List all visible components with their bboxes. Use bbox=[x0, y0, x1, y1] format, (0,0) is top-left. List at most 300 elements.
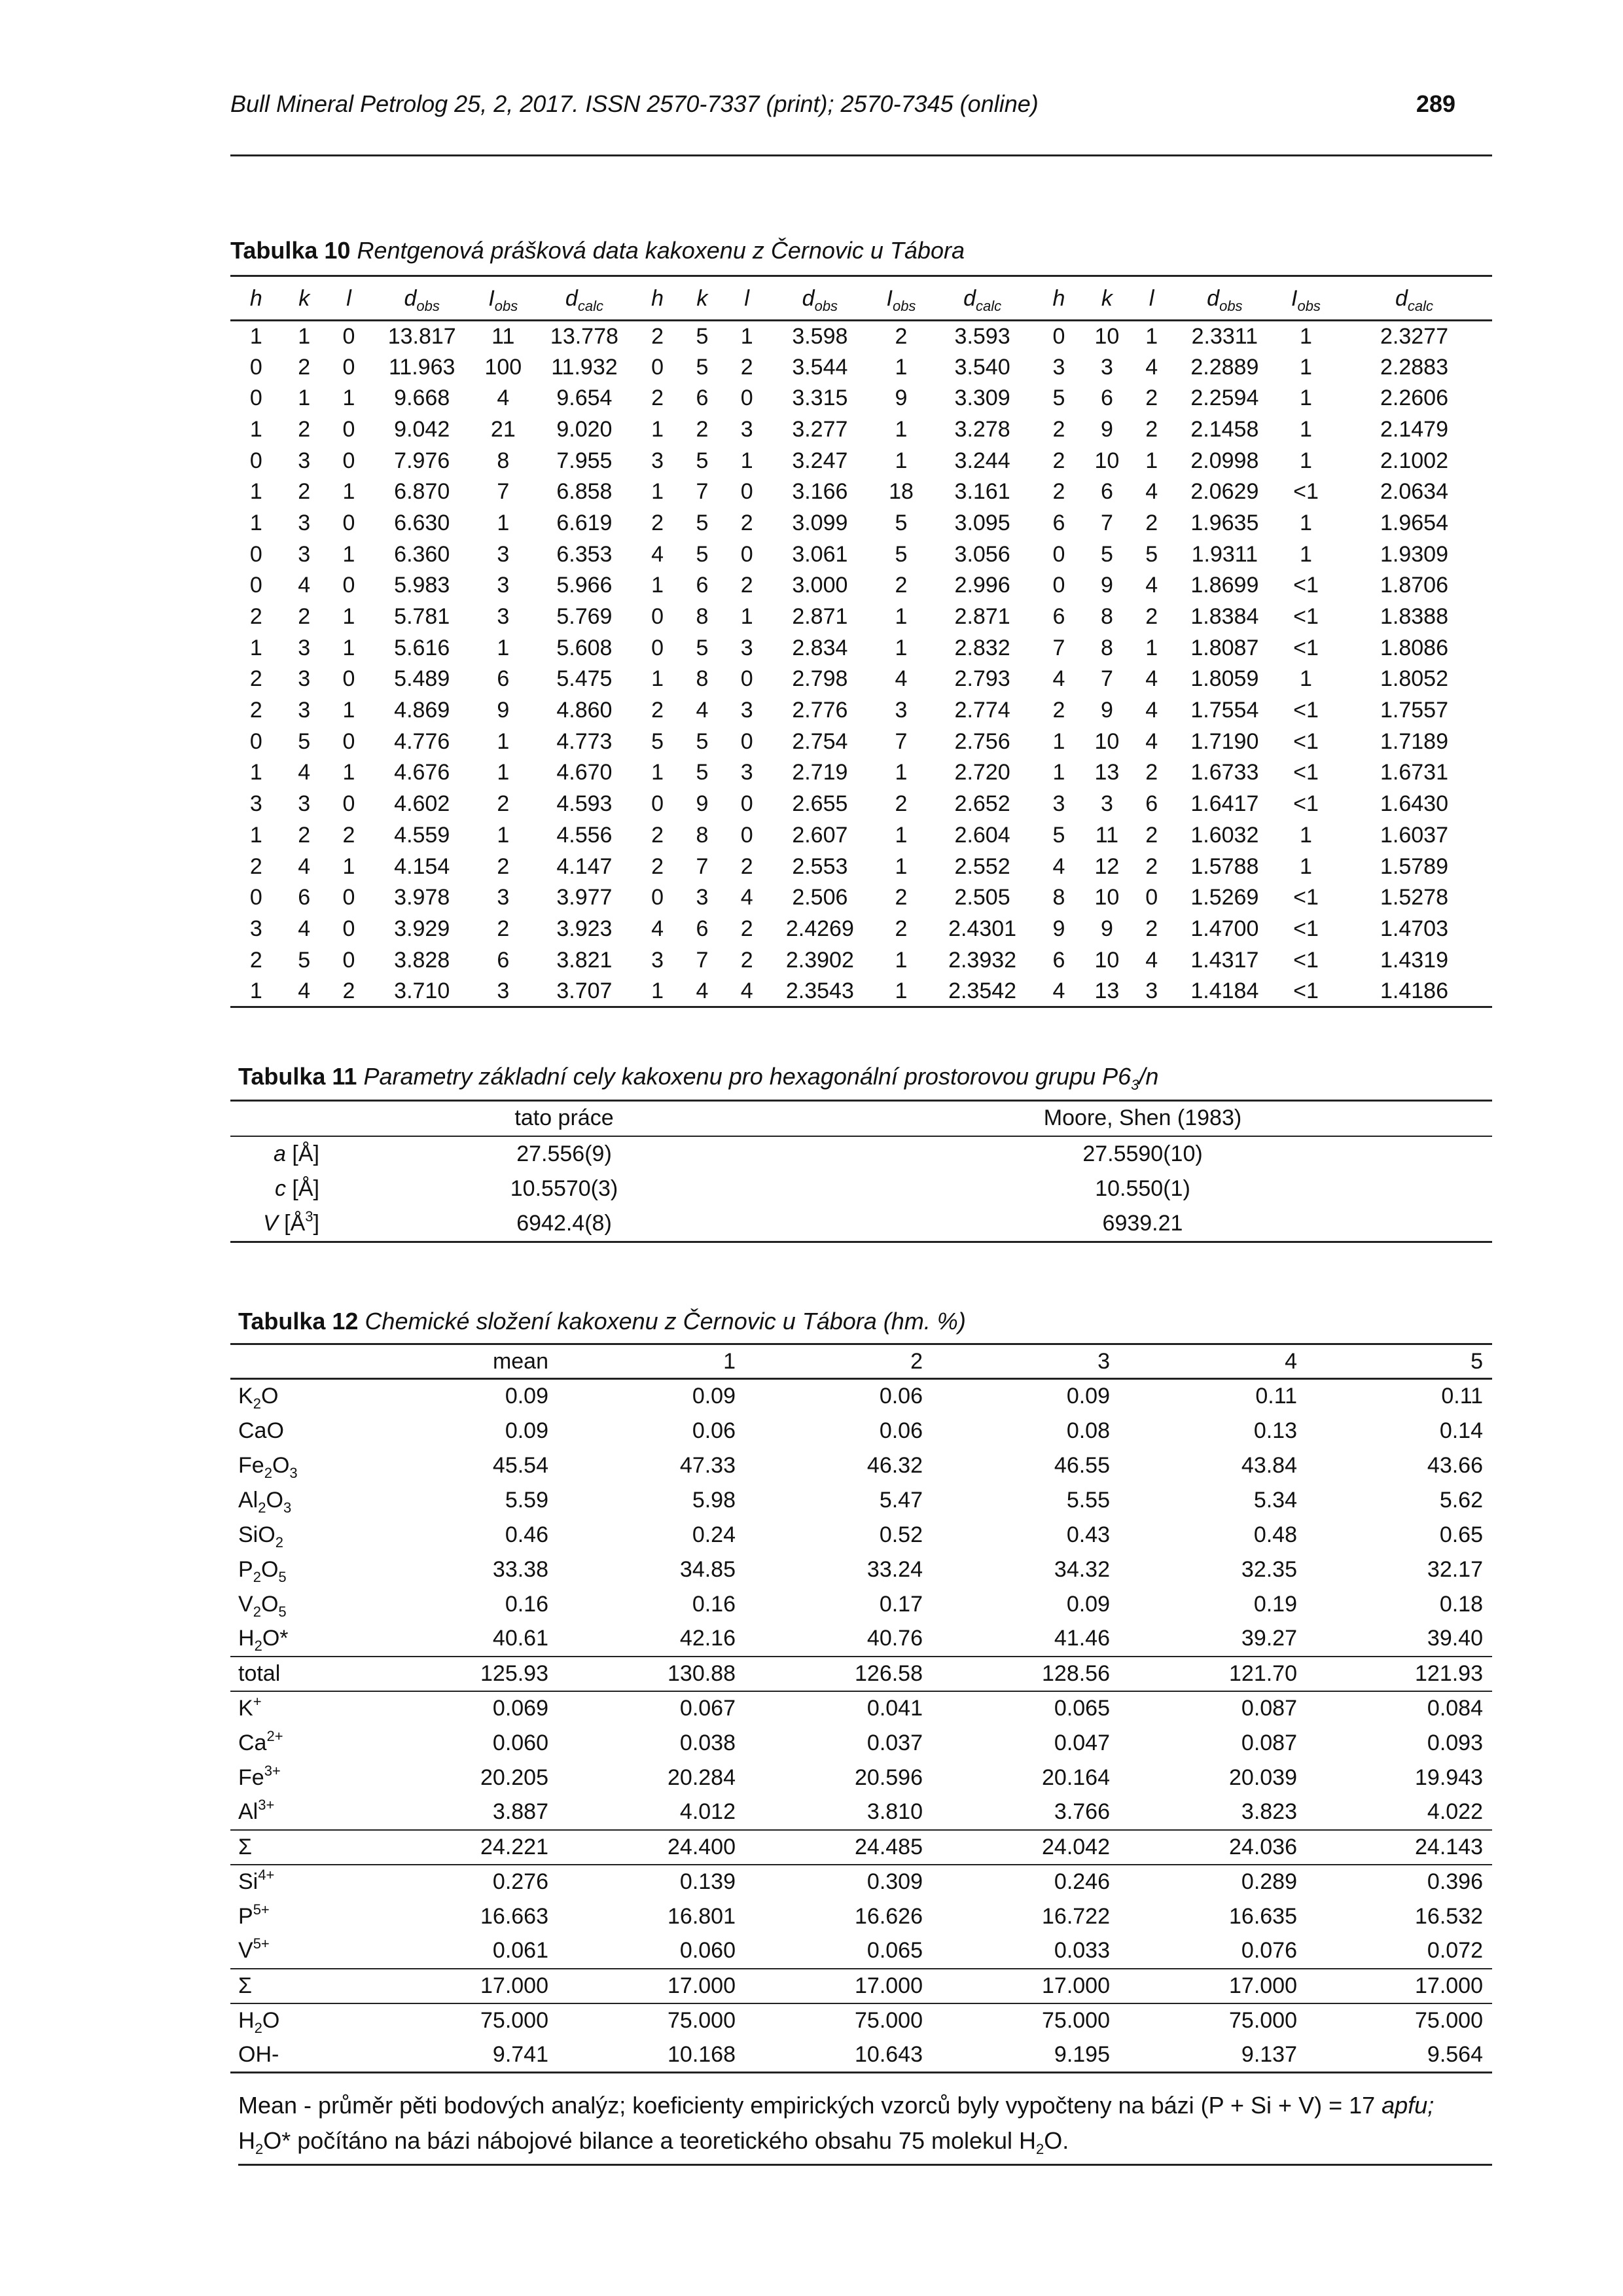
table-cell: 2 bbox=[249, 604, 262, 630]
table-cell: 3 bbox=[1052, 791, 1065, 817]
table-cell: 10.168 bbox=[558, 2038, 745, 2073]
table-row bbox=[230, 2003, 1492, 2038]
table-cell: 0 bbox=[740, 386, 753, 411]
table-cell: 7 bbox=[1100, 666, 1113, 692]
table-cell: 2 bbox=[249, 666, 262, 692]
table-cell: 1 bbox=[298, 386, 311, 411]
row-label: $P_2O_5$ bbox=[238, 1556, 287, 1585]
table-cell: 0.17 bbox=[879, 1591, 923, 1617]
table-cell: 5 bbox=[1052, 822, 1065, 848]
table-cell: 20.164 bbox=[1042, 1765, 1110, 1790]
table-cell: 4 bbox=[651, 916, 664, 941]
table-cell: 0 bbox=[249, 386, 262, 411]
row-label: CaO bbox=[238, 1418, 284, 1443]
table12-header-blank bbox=[230, 1344, 361, 1379]
table-cell: 1 bbox=[895, 822, 908, 848]
table10-col-iobs: $I_{obs}$ bbox=[870, 276, 931, 321]
table-cell: <1 bbox=[1293, 791, 1319, 817]
table-cell: 1.6037 bbox=[1380, 822, 1448, 848]
table-cell: 5.769 bbox=[556, 604, 613, 630]
table-cell: 9 bbox=[1100, 416, 1113, 442]
table-row bbox=[230, 1552, 1492, 1587]
table-cell: 1 bbox=[342, 635, 355, 660]
table-cell: 0.087 bbox=[1241, 1730, 1297, 1755]
table10-col-dcalc: $d_{calc}$ bbox=[1336, 276, 1492, 321]
table-cell: 1.8052 bbox=[1380, 666, 1448, 692]
table-cell: 6 bbox=[696, 573, 709, 598]
table-cell: 1 bbox=[342, 386, 355, 411]
table-cell: 3.544 bbox=[792, 354, 848, 380]
table-cell: 0.24 bbox=[692, 1522, 736, 1547]
table-cell: 0.037 bbox=[866, 1730, 923, 1755]
table-cell: 75.000 bbox=[558, 2003, 745, 2038]
table-cell: 2.793 bbox=[954, 666, 1010, 692]
table-cell: 8 bbox=[696, 822, 709, 848]
table-row bbox=[230, 1622, 1492, 1657]
table-cell: 17.000 bbox=[745, 1969, 932, 2003]
row-label: $Ca^{2+}$ bbox=[238, 1727, 283, 1755]
table-cell: 33.24 bbox=[866, 1556, 923, 1582]
table-cell: 0.087 bbox=[1119, 1691, 1306, 1726]
table-row bbox=[230, 695, 1492, 726]
table-cell: 0.065 bbox=[866, 1938, 923, 1963]
table-cell: 2.3277 bbox=[1380, 323, 1448, 349]
table-cell: 0.09 bbox=[692, 1384, 736, 1409]
table-cell: 3 bbox=[497, 885, 510, 910]
table-cell: 2.505 bbox=[954, 885, 1010, 910]
table-cell: 6.353 bbox=[556, 541, 613, 567]
table-cell: 1 bbox=[740, 323, 753, 349]
table-cell: 0.289 bbox=[1119, 1865, 1306, 1899]
table-cell: 1 bbox=[249, 760, 262, 785]
table-row bbox=[230, 539, 1492, 570]
table-cell: 8 bbox=[1100, 604, 1113, 630]
table-cell: 13 bbox=[1094, 760, 1120, 785]
table-cell: 0.06 bbox=[879, 1384, 923, 1409]
table-cell: 6 bbox=[1052, 604, 1065, 630]
table-cell: 2.0629 bbox=[1190, 479, 1259, 505]
table-cell: 11 bbox=[491, 323, 515, 349]
table10-xrd-data bbox=[230, 275, 1492, 1008]
table-cell: 3.161 bbox=[954, 479, 1010, 505]
table10-col-k: k bbox=[282, 276, 327, 321]
table-row bbox=[230, 1726, 1492, 1761]
table10-col-dobs: $d_{obs}$ bbox=[371, 276, 473, 321]
parameter-label: a [Å] bbox=[274, 1141, 319, 1166]
table-cell: 0 bbox=[249, 573, 262, 598]
table-cell: 0 bbox=[651, 791, 664, 817]
table-cell: 8 bbox=[497, 448, 510, 473]
table-cell: 9.042 bbox=[394, 416, 450, 442]
table10-col-h: h bbox=[1033, 276, 1085, 321]
table-cell: <1 bbox=[1293, 916, 1319, 941]
table-cell: 16.801 bbox=[668, 1903, 736, 1929]
table-cell: 0.047 bbox=[1054, 1730, 1110, 1755]
table-cell: 2 bbox=[651, 323, 664, 349]
table-cell: 3 bbox=[1100, 354, 1113, 380]
table-cell: 0.43 bbox=[1066, 1522, 1110, 1547]
table-cell: 1 bbox=[895, 354, 908, 380]
table11-unit-cell bbox=[230, 1100, 1492, 1243]
table-row bbox=[230, 1483, 1492, 1518]
table-row bbox=[230, 445, 1492, 476]
table-cell: 2 bbox=[651, 822, 664, 848]
table-cell: 3 bbox=[651, 947, 664, 973]
table-cell: 46.32 bbox=[866, 1452, 923, 1478]
table-cell: 3.593 bbox=[954, 323, 1010, 349]
table-cell: 3.244 bbox=[954, 448, 1010, 473]
table-cell: 0.033 bbox=[1054, 1938, 1110, 1963]
table-cell: 3.710 bbox=[371, 976, 473, 1007]
table-cell: 75.000 bbox=[1306, 2003, 1492, 2038]
table-cell: 2 bbox=[1052, 416, 1065, 442]
table-cell: 130.88 bbox=[558, 1657, 745, 1691]
table-cell: 9.654 bbox=[556, 386, 613, 411]
table-cell: 2 bbox=[740, 354, 753, 380]
table-cell: 0.067 bbox=[558, 1691, 745, 1726]
table11-caption-label: Tabulka 11 bbox=[238, 1063, 357, 1090]
table-cell: 3 bbox=[298, 698, 311, 723]
table-cell: 2.604 bbox=[954, 822, 1010, 848]
table-cell: 4.559 bbox=[394, 822, 450, 848]
table11-header-this-work: tato práce bbox=[335, 1101, 793, 1136]
table-cell: 5 bbox=[696, 728, 709, 754]
table-cell: 40.61 bbox=[492, 1626, 548, 1651]
table-cell: 9 bbox=[895, 386, 908, 411]
table-cell: 2.2594 bbox=[1190, 386, 1259, 411]
table-cell: 3.821 bbox=[556, 947, 613, 973]
table-cell: 5 bbox=[895, 541, 908, 567]
table-cell: 9 bbox=[1100, 698, 1113, 723]
table-row bbox=[230, 726, 1492, 757]
value-this-work: 27.556(9) bbox=[516, 1141, 612, 1166]
table-cell: 2 bbox=[1145, 604, 1158, 630]
table-cell: 5 bbox=[696, 354, 709, 380]
table-cell: 3.309 bbox=[954, 386, 1010, 411]
table-cell: 5 bbox=[1052, 386, 1065, 411]
table-cell: 4 bbox=[497, 386, 510, 411]
table-cell: 39.27 bbox=[1241, 1626, 1297, 1651]
table-cell: 125.93 bbox=[361, 1657, 558, 1691]
table-cell: 5.983 bbox=[394, 573, 450, 598]
table-cell: 2 bbox=[1145, 822, 1158, 848]
table-row bbox=[230, 1207, 1492, 1242]
table-cell: 4 bbox=[1145, 479, 1158, 505]
table-cell: 0 bbox=[342, 791, 355, 817]
table-cell: 4 bbox=[282, 976, 327, 1007]
table-cell: 2 bbox=[249, 947, 262, 973]
table-cell: 2 bbox=[497, 791, 510, 817]
table-cell: 2.3311 bbox=[1191, 323, 1258, 349]
table-cell: 7 bbox=[895, 728, 908, 754]
table-cell: 39.40 bbox=[1427, 1626, 1483, 1651]
row-label: $Al^{3+}$ bbox=[238, 1797, 275, 1824]
table-cell: 0.11 bbox=[1441, 1384, 1483, 1409]
table-cell: 0.139 bbox=[558, 1865, 745, 1899]
row-label: $Al_2O_3$ bbox=[238, 1487, 292, 1516]
table-cell: 3 bbox=[895, 698, 908, 723]
table-cell: 7 bbox=[696, 947, 709, 973]
table-cell: 2 bbox=[1145, 416, 1158, 442]
table-cell: 1 bbox=[651, 479, 664, 505]
table-cell: 8 bbox=[1100, 635, 1113, 660]
table-cell: 4.776 bbox=[394, 728, 450, 754]
table-cell: 5.608 bbox=[556, 635, 613, 660]
value-this-work: 10.5570(3) bbox=[510, 1176, 618, 1201]
table-cell: 1 bbox=[895, 448, 908, 473]
table-cell: 1 bbox=[1145, 323, 1158, 349]
table-cell: 20.205 bbox=[480, 1765, 548, 1790]
table12-col-mean: mean bbox=[361, 1344, 558, 1379]
table12-col-1: 1 bbox=[558, 1344, 745, 1379]
table-cell: 0.065 bbox=[932, 1691, 1119, 1726]
table-cell: 33.38 bbox=[492, 1556, 548, 1582]
table-cell: 5.781 bbox=[394, 604, 450, 630]
table-cell: 0 bbox=[651, 604, 664, 630]
table-cell: 7 bbox=[497, 479, 510, 505]
table-cell: 4.670 bbox=[556, 760, 613, 785]
table-cell: 4.773 bbox=[556, 728, 613, 754]
table-cell: 2.754 bbox=[792, 728, 848, 754]
table-cell: 3 bbox=[298, 510, 311, 535]
table-cell: 1 bbox=[651, 416, 664, 442]
table10-caption-text: Rentgenová prášková data kakoxenu z Černovic u Tábora bbox=[357, 237, 965, 264]
table-cell: 4.022 bbox=[1427, 1799, 1483, 1824]
table-cell: 2 bbox=[651, 510, 664, 535]
table-row bbox=[230, 383, 1492, 414]
table-cell: 1.9311 bbox=[1191, 541, 1258, 567]
table-cell: 10 bbox=[1094, 448, 1120, 473]
table-cell: 8 bbox=[696, 666, 709, 692]
table-cell: 6 bbox=[497, 947, 510, 973]
table-cell: 2 bbox=[249, 698, 262, 723]
table-cell: 5.966 bbox=[556, 573, 613, 598]
table10-col-iobs: $I_{obs}$ bbox=[473, 276, 533, 321]
table-row bbox=[230, 1865, 1492, 1899]
table-cell: 5.616 bbox=[394, 635, 450, 660]
table-cell: 1 bbox=[1145, 635, 1158, 660]
table-cell: 3.247 bbox=[792, 448, 848, 473]
table-cell: 5 bbox=[696, 510, 709, 535]
table-cell: 3 bbox=[497, 541, 510, 567]
table-cell: 5 bbox=[651, 728, 664, 754]
table-cell: 0.09 bbox=[505, 1418, 548, 1443]
table-cell: 1 bbox=[870, 976, 931, 1007]
table-cell: 17.000 bbox=[932, 1969, 1119, 2003]
table-row bbox=[230, 1830, 1492, 1865]
table-cell: 2.3543 bbox=[769, 976, 870, 1007]
table-cell: 2.1479 bbox=[1380, 416, 1448, 442]
table-cell: <1 bbox=[1293, 698, 1319, 723]
table-row bbox=[230, 1934, 1492, 1969]
table12-col-4: 4 bbox=[1119, 1344, 1306, 1379]
table-cell: 3.810 bbox=[866, 1799, 923, 1824]
table-cell: 4 bbox=[298, 853, 311, 879]
table-cell: 75.000 bbox=[745, 2003, 932, 2038]
row-label: total bbox=[230, 1657, 361, 1691]
table-cell: 2.1002 bbox=[1380, 448, 1448, 473]
table-cell: 10 bbox=[1094, 728, 1120, 754]
table-cell: 2 bbox=[327, 976, 371, 1007]
table-cell: 6 bbox=[696, 386, 709, 411]
table-cell: 4.012 bbox=[679, 1799, 736, 1824]
journal-citation: Bull Mineral Petrolog 25, 2, 2017. ISSN 2570-7337 (print); 2570-7345 (online) bbox=[230, 90, 1039, 117]
page-number: 289 bbox=[1416, 90, 1455, 117]
table-cell: 0 bbox=[651, 354, 664, 380]
table-cell: 1 bbox=[342, 760, 355, 785]
table-cell: 3.095 bbox=[954, 510, 1010, 535]
table-cell: 13 bbox=[1084, 976, 1129, 1007]
table-cell: 0 bbox=[342, 510, 355, 535]
table-cell: 75.000 bbox=[361, 2003, 558, 2038]
table-cell: 0.06 bbox=[879, 1418, 923, 1443]
table-cell: 9 bbox=[1100, 573, 1113, 598]
table-cell: 2.756 bbox=[954, 728, 1010, 754]
table12-col-3: 3 bbox=[932, 1344, 1119, 1379]
table-cell: 9 bbox=[497, 698, 510, 723]
table12-caption-text: Chemické složení kakoxenu z Černovic u Tábora (hm. %) bbox=[365, 1308, 966, 1335]
table-cell: 4 bbox=[1145, 354, 1158, 380]
table-row bbox=[230, 1379, 1492, 1414]
table-cell: 0 bbox=[342, 885, 355, 910]
table-cell: 0 bbox=[740, 822, 753, 848]
table-cell: 4 bbox=[724, 976, 769, 1007]
table-cell: 24.143 bbox=[1306, 1830, 1492, 1865]
table-cell: 0 bbox=[342, 666, 355, 692]
table-cell: 5.34 bbox=[1253, 1487, 1297, 1513]
table-cell: 2 bbox=[1052, 698, 1065, 723]
table-cell: 1.9309 bbox=[1380, 541, 1448, 567]
table-cell: 1 bbox=[497, 822, 510, 848]
table-cell: 1 bbox=[895, 760, 908, 785]
table-cell: 3 bbox=[298, 666, 311, 692]
table-cell: 2 bbox=[298, 416, 311, 442]
table-cell: 17.000 bbox=[1306, 1969, 1492, 2003]
table-cell: 0.09 bbox=[1066, 1591, 1110, 1617]
table-cell: 6 bbox=[1100, 386, 1113, 411]
table-cell: 128.56 bbox=[932, 1657, 1119, 1691]
table-cell: 5.475 bbox=[556, 666, 613, 692]
table-cell: 0 bbox=[740, 541, 753, 567]
table-cell: 1.6733 bbox=[1190, 760, 1259, 785]
table-cell: 0.038 bbox=[679, 1730, 736, 1755]
table-cell: 1 bbox=[249, 323, 262, 349]
value-this-work: 6942.4(8) bbox=[335, 1207, 793, 1242]
table-row bbox=[230, 321, 1492, 352]
table-cell: 0.65 bbox=[1439, 1522, 1483, 1547]
table-cell: 0.46 bbox=[505, 1522, 548, 1547]
table-cell: 4 bbox=[298, 573, 311, 598]
table-cell: 1.7189 bbox=[1380, 728, 1448, 754]
table-cell: 13.778 bbox=[550, 323, 618, 349]
row-label: OH- bbox=[230, 2038, 361, 2073]
table-cell: 3.923 bbox=[556, 916, 613, 941]
table-cell: 4.860 bbox=[556, 698, 613, 723]
table-row bbox=[230, 1587, 1492, 1622]
table10-col-h: h bbox=[635, 276, 680, 321]
table-cell: 3 bbox=[740, 698, 753, 723]
table-cell: 4.602 bbox=[394, 791, 450, 817]
table-cell: 1.4184 bbox=[1174, 976, 1275, 1007]
table-cell: 1.5789 bbox=[1380, 853, 1448, 879]
table-cell: 4 bbox=[1145, 728, 1158, 754]
row-label: K+ bbox=[230, 1691, 361, 1726]
table-cell: 0.19 bbox=[1253, 1591, 1297, 1617]
table-cell: 2 bbox=[298, 604, 311, 630]
table-cell: 0.06 bbox=[692, 1418, 736, 1443]
table-cell: 5 bbox=[696, 541, 709, 567]
parameter-label: c [Å] bbox=[274, 1176, 319, 1201]
table-cell: 0.48 bbox=[1253, 1522, 1297, 1547]
table-cell: 3.929 bbox=[394, 916, 450, 941]
table-cell: 1.9635 bbox=[1190, 510, 1259, 535]
table-cell: 1.6417 bbox=[1190, 791, 1259, 817]
table-cell: 2.1458 bbox=[1190, 416, 1259, 442]
table-cell: 0.08 bbox=[1066, 1418, 1110, 1443]
row-label: $H_2O$ bbox=[230, 2003, 361, 2038]
table-cell: 5 bbox=[298, 728, 311, 754]
table10-caption bbox=[230, 237, 965, 264]
table-cell: 6 bbox=[1145, 791, 1158, 817]
table-cell: 6 bbox=[1052, 510, 1065, 535]
value-reference: 6939.21 bbox=[793, 1207, 1492, 1242]
table-cell: 6 bbox=[1052, 947, 1065, 973]
table-cell: 2 bbox=[1145, 510, 1158, 535]
table-cell: 5.62 bbox=[1439, 1487, 1483, 1513]
table-cell: 5.59 bbox=[505, 1487, 548, 1513]
table-cell: <1 bbox=[1293, 885, 1319, 910]
table-cell: 4.147 bbox=[556, 853, 613, 879]
table-row bbox=[230, 1795, 1492, 1830]
table-cell: 7 bbox=[1052, 635, 1065, 660]
table-row bbox=[230, 914, 1492, 945]
table-cell: 6 bbox=[298, 885, 311, 910]
table-cell: 1 bbox=[342, 479, 355, 505]
table-cell: 1 bbox=[1300, 354, 1312, 380]
table-cell: 0 bbox=[740, 791, 753, 817]
table-cell: 2 bbox=[895, 323, 908, 349]
table-cell: 3 bbox=[497, 573, 510, 598]
table-cell: 2 bbox=[740, 916, 753, 941]
table-cell: 18 bbox=[889, 479, 914, 505]
table-cell: 41.46 bbox=[1054, 1626, 1110, 1651]
table12-footnote: Mean - průměr pěti bodových analýz; koeficienty empirických vzorců byly vypočteny na bázi (P + Si + V) = 17 apfu; $H_2O*$ počítáno na bázi nábojové bilance a teoretického obsahu 75 molekul $H_2O$. bbox=[238, 2088, 1492, 2166]
table-cell: <1 bbox=[1293, 760, 1319, 785]
table-cell: 16.663 bbox=[480, 1903, 548, 1929]
table-cell: 2 bbox=[1145, 916, 1158, 941]
table-cell: 2 bbox=[651, 853, 664, 879]
table-cell: 9.741 bbox=[361, 2038, 558, 2073]
table-cell: 1 bbox=[1300, 541, 1312, 567]
table-cell: 2.506 bbox=[792, 885, 848, 910]
table-cell: 5.47 bbox=[879, 1487, 923, 1513]
table-cell: 3 bbox=[249, 791, 262, 817]
table-cell: 1.5788 bbox=[1190, 853, 1259, 879]
table-cell: 24.042 bbox=[932, 1830, 1119, 1865]
table-cell: 100 bbox=[484, 354, 522, 380]
table-cell: 3 bbox=[740, 416, 753, 442]
table-cell: 2 bbox=[1145, 853, 1158, 879]
row-label: Σ bbox=[230, 1830, 361, 1865]
table-cell: 2 bbox=[1145, 760, 1158, 785]
table-cell: 0 bbox=[651, 885, 664, 910]
table-cell: 45.54 bbox=[492, 1452, 548, 1478]
table-cell: 2.3542 bbox=[932, 976, 1033, 1007]
table-cell: 4 bbox=[1145, 698, 1158, 723]
table-cell: 126.58 bbox=[745, 1657, 932, 1691]
table-cell: 0.16 bbox=[692, 1591, 736, 1617]
table-row bbox=[230, 2038, 1492, 2073]
